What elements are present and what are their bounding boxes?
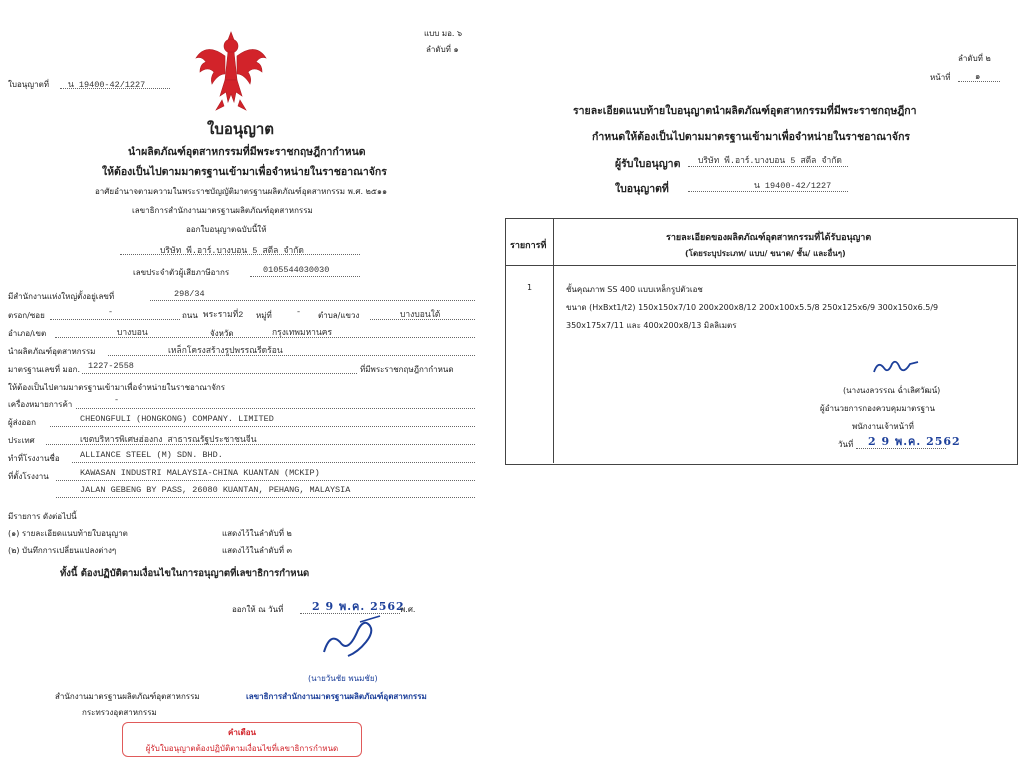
licensee-label: ผู้รับใบอนุญาต <box>615 158 681 170</box>
license-no-label: ใบอนุญาตที่ <box>8 80 50 89</box>
factory-name-label: ทำที่โรงงานชื่อ <box>8 454 60 463</box>
table-col-2-subheader: (โดยระบุประเภท/ แบบ/ ขนาด/ ชั้น/ และอื่นๆ) <box>685 249 846 258</box>
road-value: พระรามที่2 <box>203 310 244 320</box>
signer-name: (นายวันชัย พนมชัย) <box>308 674 378 683</box>
warning-box <box>122 722 362 757</box>
officer-date-label: วันที่ <box>838 440 854 449</box>
officer-name: (นางนงลวรรณ ฉ่ำเลิศวัฒน์) <box>843 386 941 395</box>
standard-label: มาตรฐานเลขที่ มอก. <box>8 365 81 374</box>
license-subtitle-2: ให้ต้องเป็นไปตามมาตรฐานเข้ามาเพื่อจำหน่ายในราชอาณาจักร <box>102 166 387 178</box>
issued-date-stamp: 2 9 พ.ค. 2562 <box>312 600 405 613</box>
condition-line: ทั้งนี้ ต้องปฏิบัติตามเงื่อนไขในการอนุญาตที่เลขาธิการกำหนด <box>60 568 310 579</box>
tax-label: เลขประจำตัวผู้เสียภาษีอากร <box>133 268 230 277</box>
left-page-number: ลำดับที่ ๑ <box>426 45 459 54</box>
annex-license-no-value: น 19400-42/1227 <box>754 181 832 191</box>
license-title: ใบอนุญาต <box>207 120 275 138</box>
annex-heading-1: รายละเอียดแนบท้ายใบอนุญาตนำผลิตภัณฑ์อุตสาหกรรมที่มีพระราชกฤษฎีกา <box>573 105 917 117</box>
standard-line-2: ให้ต้องเป็นไปตามมาตรฐานเข้ามาเพื่อจำหน่ายในราชอาณาจักร <box>8 383 226 392</box>
sheet-value: ๑ <box>975 72 981 82</box>
table-row-line-3: 350x175x7/11 และ 400x200x8/13 มิลลิเมตร <box>566 321 737 330</box>
right-page-number: ลำดับที่ ๒ <box>958 54 991 63</box>
officer-title-1: ผู้อำนวยการกองควบคุมมาตรฐาน <box>820 404 935 413</box>
table-row-line-2: ขนาด (HxBxt1/t2) 150x150x7/10 200x200x8/12 200x100x5.5/8 250x125x6/9 300x150x6.5/9 <box>566 303 939 312</box>
licensee-value: บริษัท พี.อาร์.บางบอน 5 สตีล จำกัด <box>698 156 842 166</box>
product-label: นำผลิตภัณฑ์อุตสาหกรรม <box>8 347 96 356</box>
item-1-ref: แสดงไว้ในลำดับที่ ๒ <box>222 529 292 538</box>
warning-title: คำเตือน <box>227 728 257 737</box>
officer-signature-icon <box>870 356 924 378</box>
office-label: มีสำนักงานแห่งใหญ่ตั้งอยู่เลขที่ <box>8 292 115 301</box>
road-label: ถนน <box>182 311 198 320</box>
amphoe-value: บางบอน <box>117 328 148 338</box>
items-heading: มีรายการ ดังต่อไปนี้ <box>8 512 77 521</box>
factory-address-label: ที่ตั้งโรงงาน <box>8 472 49 481</box>
product-value: เหล็กโครงสร้างรูปพรรณรีดร้อน <box>168 346 283 356</box>
authority-line: อาศัยอำนาจตามความในพระราชบัญญัติมาตรฐานผลิตภัณฑ์อุตสาหกรรม พ.ศ. ๒๕๑๑ <box>95 187 388 196</box>
tax-value: 0105544030030 <box>263 265 330 275</box>
factory-name-value: ALLIANCE STEEL (M) SDN. BHD. <box>80 450 223 460</box>
item-1-label: (๑) รายละเอียดแนบท้ายใบอนุญาต <box>8 529 128 538</box>
exporter-label: ผู้ส่งออก <box>8 418 36 427</box>
factory-address-line-2: JALAN GEBENG BY PASS, 26080 KUANTAN, PEHANG, MALAYSIA <box>80 485 351 495</box>
issued-tail: พ.ศ. <box>400 605 416 614</box>
form-number: แบบ มอ. ๖ <box>424 29 463 38</box>
issued-label: ออกให้ ณ วันที่ <box>232 605 284 614</box>
amphoe-label: อำเภอ/เขต <box>8 329 47 338</box>
moo-label: หมู่ที่ <box>256 311 272 320</box>
annex-heading-2: กำหนดให้ต้องเป็นไปตามมาตรฐานเข้ามาเพื่อจำหน่ายในราชอาณาจักร <box>592 131 911 143</box>
warning-text: ผู้รับใบอนุญาตต้องปฏิบัติตามเงื่อนไขที่เลขาธิการกำหนด <box>145 744 339 753</box>
company-name: บริษัท พี.อาร์.บางบอน 5 สตีล จำกัด <box>160 246 304 256</box>
license-subtitle-1: นำผลิตภัณฑ์อุตสาหกรรมที่มีพระราชกฤษฎีกากำหนด <box>128 146 366 158</box>
item-2-ref: แสดงไว้ในลำดับที่ ๓ <box>222 546 292 555</box>
trademark-label: เครื่องหมายการค้า <box>8 400 73 409</box>
trademark-value: - <box>114 395 120 405</box>
table-col-1-header: รายการที่ <box>510 241 547 251</box>
province-value: กรุงเทพมหานคร <box>272 328 333 338</box>
signer-title: เลขาธิการสำนักงานมาตรฐานผลิตภัณฑ์อุตสาหกรรม <box>246 692 427 701</box>
moo-value: - <box>296 307 302 317</box>
province-label: จังหวัด <box>210 329 234 338</box>
table-col-2-header: รายละเอียดของผลิตภัณฑ์อุตสาหกรรมที่ได้รับอนุญาต <box>666 233 872 243</box>
tambon-label: ตำบล/แขวง <box>318 311 360 320</box>
sheet-label: หน้าที่ <box>930 73 951 82</box>
agency-line-2: กระทรวงอุตสาหกรรม <box>82 708 157 717</box>
factory-address-line-1: KAWASAN INDUSTRI MALAYSIA-CHINA KUANTAN (MCKIP) <box>80 468 320 478</box>
garuda-emblem-icon <box>192 30 270 112</box>
soi-value: - <box>108 307 114 317</box>
standard-value: 1227-2558 <box>88 361 134 371</box>
standard-tail: ที่มีพระราชกฤษฎีกากำหนด <box>360 365 454 374</box>
exporter-value: CHEONGFULI (HONGKONG) COMPANY. LIMITED <box>80 414 274 424</box>
country-value: เขตบริหารพิเศษฮ่องกง สาธารณรัฐประชาชนจีน <box>80 435 257 445</box>
officer-date-stamp: 2 9 พ.ค. 2562 <box>868 435 961 448</box>
tambon-value: บางบอนใต้ <box>400 310 441 320</box>
officer-title-2: พนักงานเจ้าหน้าที่ <box>852 422 914 431</box>
soi-label: ตรอก/ซอย <box>8 311 45 320</box>
officer-line: เลขาธิการสำนักงานมาตรฐานผลิตภัณฑ์อุตสาหกรรม <box>132 206 313 215</box>
table-row-line-1: ชั้นคุณภาพ SS 400 แบบเหล็กรูปตัวเอช <box>566 285 703 294</box>
table-row-number: 1 <box>527 283 533 292</box>
country-label: ประเทศ <box>8 436 35 445</box>
signature-icon <box>318 612 388 662</box>
item-2-label: (๒) บันทึกการเปลี่ยนแปลงต่างๆ <box>8 546 117 555</box>
office-value: 298/34 <box>174 289 205 299</box>
issue-line: ออกใบอนุญาตฉบับนี้ให้ <box>186 225 267 234</box>
license-no-value: น 19400-42/1227 <box>68 80 146 90</box>
agency-line-1: สำนักงานมาตรฐานผลิตภัณฑ์อุตสาหกรรม <box>55 692 200 701</box>
annex-license-no-label: ใบอนุญาตที่ <box>615 183 669 195</box>
